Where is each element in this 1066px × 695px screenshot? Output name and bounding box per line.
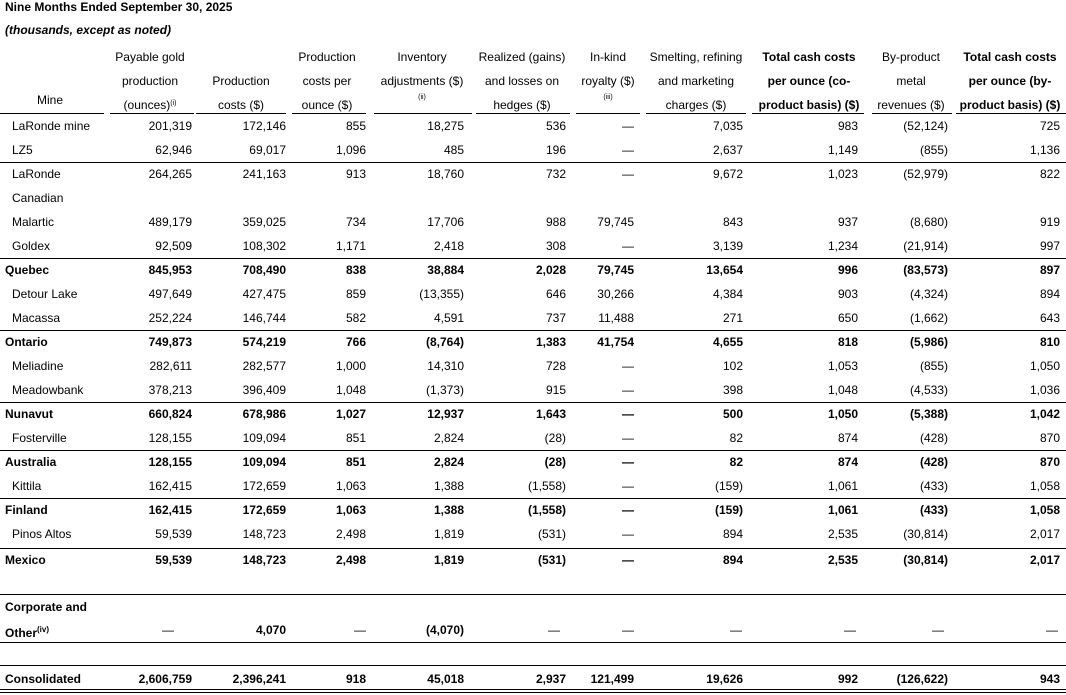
cell-mine-name: Goldex	[12, 239, 51, 253]
table-row-total	[0, 498, 1066, 522]
cell-inventory-adjustments: 14,310	[427, 359, 464, 373]
cell-production-costs: 172,146	[242, 119, 286, 133]
cell-tcc-co-product: 1,048	[827, 383, 858, 397]
cell-realized-hedges: 728	[545, 359, 566, 373]
cell-mine-name: Nunavut	[5, 407, 53, 421]
cell-smelting-charges: 82	[729, 431, 743, 445]
cell-realized-hedges: 732	[545, 167, 566, 181]
table-subtitle: (thousands, except as noted)	[5, 23, 172, 37]
cell-byproduct-revenues: (4,324)	[909, 287, 948, 301]
table-row	[0, 474, 1066, 498]
cell-inventory-adjustments: 2,824	[433, 455, 464, 469]
cell-payable-gold: 749,873	[148, 335, 192, 349]
table-row	[0, 426, 1066, 450]
cell-tcc-co-product: 1,061	[827, 479, 858, 493]
cell-realized-hedges: (531)	[537, 527, 566, 541]
cell-payable-gold: 2,606,759	[138, 672, 192, 686]
cell-tcc-co-product: 1,053	[827, 359, 858, 373]
row-rule	[0, 402, 1066, 403]
cell-production-costs: 282,577	[242, 359, 286, 373]
cell-inventory-adjustments: 1,819	[433, 553, 464, 567]
header-mine: Mine	[36, 93, 63, 107]
cell-smelting-charges: 19,626	[706, 672, 743, 686]
cell-tcc-by-product: 1,058	[1029, 503, 1060, 517]
cell-byproduct-revenues: (1,662)	[909, 311, 948, 325]
cell-inventory-adjustments: 4,591	[433, 311, 464, 325]
cell-in-kind-royalty: 11,488	[598, 311, 634, 325]
cell-tcc-co-product: 818	[837, 335, 858, 349]
cell-inventory-adjustments: 1,388	[433, 503, 464, 517]
cell-production-costs: 4,070	[255, 623, 286, 637]
cell-inventory-adjustments: 12,937	[427, 407, 464, 421]
cell-byproduct-revenues: (30,814)	[903, 553, 948, 567]
cell-production-costs: 574,219	[242, 335, 286, 349]
cell-realized-hedges: 196	[545, 143, 566, 157]
cell-costs-per-ounce: 1,063	[335, 479, 366, 493]
cell-production-costs: 109,094	[242, 455, 286, 469]
cell-payable-gold: 282,611	[149, 359, 192, 373]
cell-production-costs: 2,396,241	[232, 672, 286, 686]
cell-realized-hedges: (28)	[544, 431, 566, 445]
header-realized-hedges: Realized (gains) and losses on hedges ($)	[478, 50, 566, 112]
cell-realized-hedges: 2,028	[535, 263, 566, 277]
table-row	[0, 210, 1066, 234]
header-tcc-by-product: Total cash costs per ounce (by- product basis) ($)	[959, 50, 1061, 112]
cell-inventory-adjustments: 1,388	[433, 479, 464, 493]
cell-tcc-by-product: —	[1046, 623, 1058, 637]
cell-smelting-charges: 9,672	[712, 167, 743, 181]
cell-payable-gold: 252,224	[148, 311, 192, 325]
cell-inventory-adjustments: 17,706	[427, 215, 464, 229]
cell-tcc-co-product: 996	[837, 263, 858, 277]
cell-byproduct-revenues: (5,388)	[909, 407, 948, 421]
cell-smelting-charges: (159)	[714, 479, 743, 493]
cell-byproduct-revenues: (52,124)	[903, 119, 948, 133]
cell-tcc-by-product: 1,042	[1029, 407, 1060, 421]
cell-smelting-charges: —	[730, 623, 742, 637]
cell-in-kind-royalty: —	[622, 623, 634, 637]
cell-inventory-adjustments: 45,018	[427, 672, 464, 686]
cell-production-costs: 69,017	[249, 143, 286, 157]
header-smelting-charges: Smelting, refining and marketing charges ($)	[649, 50, 743, 112]
cell-payable-gold: 378,213	[148, 383, 192, 397]
cell-payable-gold: 128,155	[148, 431, 192, 445]
cell-inventory-adjustments: 38,884	[427, 263, 464, 277]
cell-costs-per-ounce: 582	[345, 311, 366, 325]
cell-byproduct-revenues: (855)	[919, 359, 948, 373]
cell-costs-per-ounce: 913	[345, 167, 366, 181]
cell-byproduct-revenues: (8,680)	[909, 215, 948, 229]
table-row-total	[0, 450, 1066, 474]
header-tcc-co-product: Total cash costs per ounce (co- product basis) ($)	[758, 50, 860, 112]
cell-payable-gold: 497,649	[148, 287, 192, 301]
cell-tcc-co-product: 1,234	[827, 239, 858, 253]
table-row	[0, 114, 1066, 138]
cell-realized-hedges: —	[548, 623, 560, 637]
cell-in-kind-royalty: 79,745	[597, 263, 634, 277]
row-rule	[0, 689, 1066, 690]
cell-realized-hedges: 915	[545, 383, 566, 397]
cell-inventory-adjustments: (13,355)	[419, 287, 464, 301]
cell-tcc-co-product: 903	[837, 287, 858, 301]
cell-mine-name: LZ5	[12, 143, 33, 157]
cell-inventory-adjustments: 485	[443, 143, 464, 157]
cell-production-costs: 708,490	[242, 263, 286, 277]
cell-realized-hedges: (1,558)	[527, 503, 566, 517]
cell-byproduct-revenues: (30,814)	[903, 527, 948, 541]
header-in-kind-royalty: In-kind royalty ($) $^{(iii)}$	[581, 50, 635, 101]
cell-tcc-by-product: 919	[1039, 215, 1060, 229]
cell-production-costs: 148,723	[242, 553, 286, 567]
header-costs-per-ounce: Production costs per ounce ($)	[298, 50, 356, 112]
table-row	[0, 306, 1066, 330]
cell-mine-name: Meadowbank	[12, 383, 84, 397]
cell-mine-name: Meliadine	[12, 359, 64, 373]
cell-byproduct-revenues: (433)	[919, 479, 948, 493]
table-row-total	[0, 330, 1066, 354]
cell-tcc-co-product: 874	[837, 431, 858, 445]
cell-byproduct-revenues: —	[932, 623, 944, 637]
row-rule	[0, 642, 1066, 643]
cell-payable-gold: 162,415	[148, 503, 192, 517]
table-row-total	[0, 548, 1066, 572]
cell-mine-name: LaRonde	[12, 167, 61, 181]
cell-in-kind-royalty: —	[622, 239, 634, 253]
cell-tcc-by-product: 870	[1039, 431, 1060, 445]
cell-tcc-co-product: 874	[837, 455, 858, 469]
cell-byproduct-revenues: (433)	[919, 503, 948, 517]
cell-inventory-adjustments: (1,373)	[425, 383, 464, 397]
cell-mine-name: Fosterville	[12, 431, 67, 445]
cell-smelting-charges: 894	[722, 553, 743, 567]
cell-tcc-co-product: 2,535	[827, 527, 858, 541]
cell-smelting-charges: 13,654	[706, 263, 743, 277]
cell-tcc-by-product: 2,017	[1029, 527, 1060, 541]
cell-smelting-charges: 7,035	[712, 119, 743, 133]
cell-inventory-adjustments: 1,819	[433, 527, 464, 541]
row-rule	[0, 665, 1066, 666]
row-rule	[0, 162, 1066, 163]
table-row	[0, 282, 1066, 306]
cell-in-kind-royalty: 79,745	[597, 215, 634, 229]
cell-production-costs: 241,163	[242, 167, 286, 181]
table-row	[0, 186, 1066, 210]
row-rule	[0, 548, 1066, 549]
cell-tcc-by-product: 897	[1039, 263, 1060, 277]
cell-byproduct-revenues: (428)	[919, 431, 948, 445]
corporate-name-text: Other	[5, 626, 38, 640]
cell-realized-hedges: 988	[545, 215, 566, 229]
cell-realized-hedges: 2,937	[535, 672, 566, 686]
cell-tcc-co-product: 992	[837, 672, 858, 686]
cell-smelting-charges: 4,655	[712, 335, 743, 349]
cell-tcc-by-product: 943	[1039, 672, 1060, 686]
cell-corporate-name: Corporate and	[5, 600, 88, 614]
cell-in-kind-royalty: 30,266	[597, 287, 634, 301]
cell-costs-per-ounce: —	[354, 623, 366, 637]
cell-realized-hedges: (1,558)	[527, 479, 566, 493]
cell-byproduct-revenues: (428)	[919, 455, 948, 469]
cell-costs-per-ounce: 734	[345, 215, 366, 229]
cell-payable-gold: 489,179	[148, 215, 192, 229]
cell-payable-gold: 845,953	[148, 263, 192, 277]
cell-costs-per-ounce: 851	[345, 431, 366, 445]
cell-payable-gold: 62,946	[155, 143, 192, 157]
cell-tcc-co-product: 1,023	[827, 167, 858, 181]
cell-realized-hedges: 1,643	[535, 407, 566, 421]
cell-in-kind-royalty: —	[622, 383, 634, 397]
cell-smelting-charges: 843	[722, 215, 743, 229]
cell-byproduct-revenues: (83,573)	[903, 263, 948, 277]
cell-smelting-charges: 500	[722, 407, 743, 421]
cell-realized-hedges: 536	[545, 119, 566, 133]
cell-tcc-by-product: 894	[1039, 287, 1060, 301]
cell-payable-gold: 59,539	[155, 527, 192, 541]
cell-tcc-by-product: 643	[1039, 311, 1060, 325]
cell-inventory-adjustments: 2,418	[433, 239, 464, 253]
cell-tcc-by-product: 1,136	[1029, 143, 1060, 157]
cell-mine-name: Malartic	[12, 215, 55, 229]
cell-tcc-co-product: —	[844, 623, 856, 637]
cell-costs-per-ounce: 851	[345, 455, 366, 469]
cell-realized-hedges: (28)	[544, 455, 566, 469]
cell-realized-hedges: 737	[545, 311, 566, 325]
cell-in-kind-royalty: —	[622, 431, 634, 445]
cell-tcc-co-product: 1,149	[827, 143, 858, 157]
cell-tcc-by-product: 725	[1039, 119, 1060, 133]
cell-in-kind-royalty: —	[622, 455, 634, 469]
cell-costs-per-ounce: 918	[345, 672, 366, 686]
cell-smelting-charges: 271	[722, 311, 743, 325]
cell-tcc-by-product: 1,036	[1029, 383, 1060, 397]
cell-in-kind-royalty: —	[622, 553, 634, 567]
cell-in-kind-royalty: —	[622, 479, 634, 493]
cell-realized-hedges: 308	[545, 239, 566, 253]
cell-smelting-charges: 398	[722, 383, 743, 397]
cell-mine-name: Canadian	[12, 191, 64, 205]
cell-production-costs: 148,723	[242, 527, 286, 541]
table-row-total	[0, 402, 1066, 426]
table-row	[0, 378, 1066, 402]
cell-tcc-by-product: 997	[1039, 239, 1060, 253]
cell-in-kind-royalty: —	[622, 503, 634, 517]
cell-mine-name: Quebec	[5, 263, 50, 277]
cell-tcc-co-product: 650	[837, 311, 858, 325]
row-rule	[0, 258, 1066, 259]
cell-mine-name: Kittila	[12, 479, 42, 493]
cell-in-kind-royalty: 41,754	[597, 335, 634, 349]
cell-byproduct-revenues: (5,986)	[909, 335, 948, 349]
table-row-consolidated	[0, 667, 1066, 691]
table-row-corporate	[0, 600, 1066, 642]
cell-costs-per-ounce: 838	[345, 263, 366, 277]
cell-tcc-by-product: 810	[1039, 335, 1060, 349]
cell-smelting-charges: 82	[729, 455, 743, 469]
header-payable-gold: Payable gold production (ounces)$^{(i)}$	[115, 50, 185, 112]
cell-mine-name: LaRonde mine	[12, 119, 91, 133]
cell-byproduct-revenues: (52,979)	[903, 167, 948, 181]
table-row	[0, 234, 1066, 258]
cell-in-kind-royalty: —	[622, 407, 634, 421]
cell-costs-per-ounce: 766	[345, 335, 366, 349]
cell-mine-name: Detour Lake	[12, 287, 78, 301]
cell-tcc-co-product: 937	[837, 215, 858, 229]
cell-smelting-charges: 3,139	[712, 239, 743, 253]
cell-tcc-by-product: 2,017	[1029, 553, 1060, 567]
cell-costs-per-ounce: 1,027	[335, 407, 366, 421]
cell-payable-gold: —	[162, 623, 174, 637]
cell-tcc-by-product: 870	[1039, 455, 1060, 469]
cell-costs-per-ounce: 1,171	[335, 239, 366, 253]
cell-tcc-by-product: 1,058	[1029, 479, 1060, 493]
cell-inventory-adjustments: 18,275	[427, 119, 464, 133]
cell-costs-per-ounce: 1,048	[335, 383, 366, 397]
cell-costs-per-ounce: 1,096	[335, 143, 366, 157]
cell-payable-gold: 162,415	[148, 479, 192, 493]
cell-mine-name: Mexico	[5, 553, 46, 567]
cell-costs-per-ounce: 1,000	[335, 359, 366, 373]
table-row	[0, 522, 1066, 546]
cell-production-costs: 109,094	[242, 431, 286, 445]
cell-smelting-charges: (159)	[714, 503, 743, 517]
cell-inventory-adjustments: (8,764)	[425, 335, 464, 349]
row-rule	[0, 330, 1066, 331]
cell-payable-gold: 128,155	[148, 455, 192, 469]
row-rule	[0, 692, 1066, 693]
row-rule	[0, 594, 1066, 595]
cell-production-costs: 359,025	[242, 215, 286, 229]
table-row	[0, 354, 1066, 378]
cell-mine-name: Macassa	[12, 311, 61, 325]
cell-smelting-charges: 4,384	[712, 287, 743, 301]
cell-costs-per-ounce: 859	[345, 287, 366, 301]
cell-byproduct-revenues: (4,533)	[909, 383, 948, 397]
cell-tcc-co-product: 1,061	[827, 503, 858, 517]
cell-mine-name: Australia	[5, 455, 57, 469]
cell-production-costs: 108,302	[242, 239, 286, 253]
cell-production-costs: 396,409	[242, 383, 286, 397]
cell-costs-per-ounce: 2,498	[335, 527, 366, 541]
table-row	[0, 162, 1066, 186]
cell-smelting-charges: 2,637	[712, 143, 743, 157]
cell-payable-gold: 660,824	[148, 407, 192, 421]
cell-production-costs: 427,475	[242, 287, 286, 301]
cell-byproduct-revenues: (126,622)	[896, 672, 948, 686]
cell-production-costs: 172,659	[242, 503, 286, 517]
cell-realized-hedges: 1,383	[535, 335, 566, 349]
cell-inventory-adjustments: (4,070)	[425, 623, 464, 637]
cell-tcc-co-product: 983	[837, 119, 858, 133]
cell-in-kind-royalty: —	[622, 119, 634, 133]
cell-production-costs: 146,744	[242, 311, 286, 325]
cell-corporate-name-line2	[5, 623, 49, 640]
cell-costs-per-ounce: 1,063	[335, 503, 366, 517]
cell-byproduct-revenues: (21,914)	[903, 239, 948, 253]
cell-in-kind-royalty: 121,499	[590, 672, 634, 686]
cell-production-costs: 678,986	[242, 407, 286, 421]
header-production-costs: Production costs ($)	[212, 74, 270, 112]
cell-in-kind-royalty: —	[622, 359, 634, 373]
cell-in-kind-royalty: —	[622, 167, 634, 181]
cell-mine-name: Ontario	[5, 335, 48, 349]
cell-payable-gold: 201,319	[148, 119, 192, 133]
table-row	[0, 138, 1066, 162]
cell-smelting-charges: 894	[722, 527, 743, 541]
cell-realized-hedges: (531)	[537, 553, 566, 567]
cell-consolidated-name: Consolidated	[5, 672, 82, 686]
cell-in-kind-royalty: —	[622, 527, 634, 541]
cell-inventory-adjustments: 18,760	[427, 167, 464, 181]
cell-tcc-by-product: 822	[1039, 167, 1060, 181]
table-title: Nine Months Ended September 30, 2025	[5, 0, 233, 14]
cell-production-costs: 172,659	[242, 479, 286, 493]
row-rule	[0, 450, 1066, 451]
cell-tcc-by-product: 1,050	[1029, 359, 1060, 373]
cell-byproduct-revenues: (855)	[919, 143, 948, 157]
cell-tcc-co-product: 1,050	[827, 407, 858, 421]
cell-mine-name: Finland	[5, 503, 48, 517]
cell-mine-name: Pinos Altos	[12, 527, 72, 541]
table-row-total	[0, 258, 1066, 282]
cell-payable-gold: 92,509	[155, 239, 192, 253]
cell-inventory-adjustments: 2,824	[433, 431, 464, 445]
cell-costs-per-ounce: 2,498	[335, 553, 366, 567]
cell-tcc-co-product: 2,535	[827, 553, 858, 567]
footnote-marker: (iv)	[37, 625, 50, 634]
cell-payable-gold: 59,539	[155, 553, 192, 567]
row-rule	[0, 498, 1066, 499]
cell-realized-hedges: 646	[545, 287, 566, 301]
cell-smelting-charges: 102	[722, 359, 743, 373]
cell-costs-per-ounce: 855	[345, 119, 366, 133]
cell-payable-gold: 264,265	[148, 167, 192, 181]
header-inventory-adjustments: Inventory adjustments ($) $^{(ii)}$	[380, 50, 464, 101]
cell-in-kind-royalty: —	[622, 143, 634, 157]
header-byproduct-revenues: By-product metal revenues ($)	[877, 50, 945, 112]
